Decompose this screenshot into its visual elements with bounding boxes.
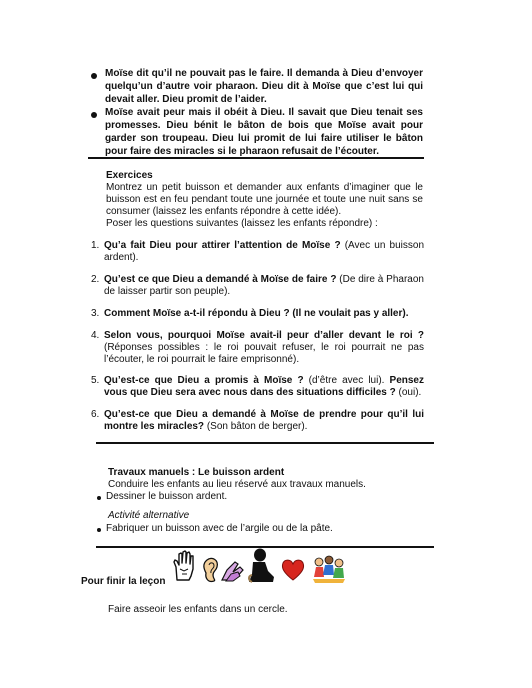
question-text-2: Pensez vous que Dieu sera avec nous dans des situations difficiles ?: [104, 375, 424, 398]
answer-text-2: (oui).: [395, 387, 422, 398]
hand-icon: [171, 549, 197, 583]
question-number: 5.: [91, 375, 100, 386]
question-5: [104, 375, 424, 399]
bullet-dot: [97, 496, 101, 500]
question-text: Qu’est ce que Dieu a demandé à Moïse de faire ?: [104, 274, 337, 285]
bullet-dot: [97, 528, 101, 532]
answer-text: (Son bâton de berger).: [204, 421, 308, 432]
question-text: Qu’est-ce que Dieu a promis à Moïse ?: [104, 375, 304, 386]
kneeling-person-icon: [244, 548, 278, 584]
heart-icon: [280, 558, 306, 582]
answer-text: (d’être avec lui).: [303, 375, 390, 386]
finir-text: Faire asseoir les enfants dans un cercle.: [108, 604, 288, 615]
top-bullet-2: Moïse avait peur mais il obéit à Dieu. Il savait que Dieu tenait ses promesses. Dieu bénit le bâton de bois que Moïse avait pour garder son troupeau. Dieu lui promit de lui faire utiliser le bâton pour faire des miracles si le pharaon refusait de l’écouter.: [105, 107, 423, 157]
travaux-bullet-2: Fabriquer un buisson avec de l’argile ou de la pâte.: [106, 523, 333, 534]
finir-title: Pour finir la leçon: [81, 576, 166, 587]
top-bullet-1: Moïse dit qu’il ne pouvait pas le faire. Il demanda à Dieu d’envoyer quelqu’un d’autre voir pharaon. Dieu dit à Moïse que c’est lui qui devait aller. Dieu promit de l’aider.: [105, 68, 423, 105]
question-number: 3.: [91, 308, 100, 319]
question-2: [104, 274, 424, 298]
bullet-dot: [91, 73, 97, 79]
question-number: 4.: [91, 330, 100, 341]
section-divider: [96, 442, 434, 444]
question-text: Qu’est-ce que Dieu a demandé à Moïse de prendre pour qu’il lui montre les miracles?: [104, 409, 424, 432]
question-1: [104, 240, 424, 264]
section-divider: [88, 157, 424, 159]
answer-text: (Réponses possibles : le roi pouvait refuser, le roi pourrait ne pas l’écouter, le roi pourrait le faire emprisonné).: [104, 342, 424, 365]
children-group-icon: [312, 555, 346, 585]
answer-text: (De dire à Pharaon de laisser partir son peuple).: [104, 274, 424, 297]
answer-text: (Avec un buisson ardent).: [104, 240, 425, 263]
question-text: Qu’a fait Dieu pour attirer l’attention de Moïse ?: [104, 240, 341, 251]
ear-icon: [200, 556, 220, 584]
question-number: 1.: [91, 240, 100, 251]
travaux-line1: Conduire les enfants au lieu réservé aux travaux manuels.: [108, 479, 366, 490]
question-text: Selon vous, pourquoi Moïse avait-il peur d’aller devant le roi ?: [104, 330, 424, 341]
question-6: [104, 409, 424, 433]
exercices-title: Exercices: [106, 170, 153, 181]
activite-alternative-title: Activité alternative: [108, 510, 190, 521]
lesson-icons-row: [168, 548, 368, 588]
exercices-poser: Poser les questions suivantes (laissez les enfants répondre) :: [106, 218, 378, 229]
travaux-bullet-1: Dessiner le buisson ardent.: [106, 491, 228, 502]
question-3: Comment Moïse a-t-il répondu à Dieu ? (Il ne voulait pas y aller).: [104, 308, 409, 319]
question-number: 6.: [91, 409, 100, 420]
exercices-intro: Montrez un petit buisson et demander aux enfants d’imaginer que le buisson est en feu pendant toute une journée et toute une nuit sans se consumer (laissez les enfants répondre à cette idée).: [106, 182, 423, 217]
bullet-dot: [91, 112, 97, 118]
question-4: [104, 330, 424, 366]
travaux-title: Travaux manuels : Le buisson ardent: [108, 467, 285, 478]
question-number: 2.: [91, 274, 100, 285]
